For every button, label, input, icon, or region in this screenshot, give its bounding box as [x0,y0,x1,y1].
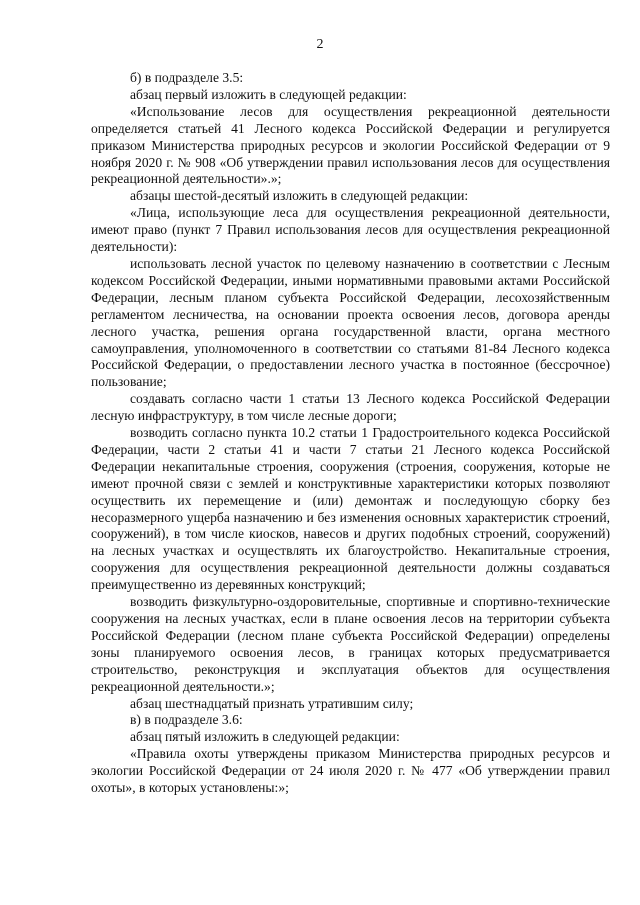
subsection-b-heading: б) в подразделе 3.5: [130,70,244,85]
paragraph: использовать лесной участок по целевому назначению в соответствии с Лесным кодексом Российской Федерации, иными нормативными правовыми актами Российской Федерации, лесным планом субъекта Российской Федерации, лесохозяйственным регламентом лесничества, на основании проекта освоения лесов, договора аренды лесного участка, решения органа государственной власти, органа местного самоуправления, уполномоченного в соответствии со статьями 81-84 Лесного кодекса Российской Федерации, о предоставлении лесного участка в постоянное (бессрочное) пользование; [91,255,610,390]
paragraph: абзацы шестой-десятый изложить в следующей редакции: [130,188,469,204]
quoted-paragraph: «Лица, использующие леса для осуществления рекреационной деятельности, имеют право (пункт 7 Правил использования лесов для осуществления рекреационной деятельности): [91,205,610,255]
quoted-paragraph: «Правила охоты утверждены приказом Министерства природных ресурсов и экологии Российской Федерации от 24 июля 2020 г. № 477 «Об утверждении правил охоты», в которых установлены:»; [91,746,610,796]
subsection-c-heading: в) в подразделе 3.6: [130,712,243,728]
paragraph: абзац пятый изложить в следующей редакции: [130,729,400,745]
paragraph: абзац шестнадцатый признать утратившим силу; [130,695,414,711]
quoted-paragraph: «Использование лесов для осуществления рекреационной деятельности определяется статьей 41 Лесного кодекса Российской Федерации и регулируется приказом Министерства природных ресурсов и экологии Российской Федерации от 9 ноября 2020 г. № 908 «Об утверждении правил использования лесов для осуществления рекреационной деятельности».»; [91,103,610,187]
document-body [91,70,610,797]
paragraph: создавать согласно части 1 статьи 13 Лесного кодекса Российской Федерации лесную инфраструктуру, в том числе лесные дороги; [91,391,610,424]
paragraph: абзац первый изложить в следующей редакции: [130,86,407,102]
paragraph: возводить физкультурно-оздоровительные, спортивные и спортивно-технические сооружения на лесных участках, если в плане освоения лесов на территории субъекта Российской Федерации (лесном плане субъекта Российской Федерации) определены зоны планируемого освоения лесов, в границах которых предусматривается строительство, реконструкция и эксплуатация объектов для осуществления рекреационной деятельности.»; [91,594,610,694]
paragraph: возводить согласно пункта 10.2 статьи 1 Градостроительного кодекса Российской Федерации, части 2 статьи 41 и части 7 статьи 21 Лесного кодекса Российской Федерации некапитальные строения, сооружения (строения, сооружения, которые не имеют прочной связи с землей и конструктивные характеристики которых позволяют осуществить их перемещение и (или) демонтаж и последующую сборку без несоразмерного ущерба назначению и без изменения основных характеристик строений, сооружений), в том числе киосков, навесов и других подобных строений, сооружений) на лесных участках и осуществлять их благоустройство. Некапитальные строения, сооружения для осуществления рекреационной деятельности должны создаваться преимущественно из деревянных конструкций; [91,425,610,593]
page-number: 2 [316,37,324,52]
